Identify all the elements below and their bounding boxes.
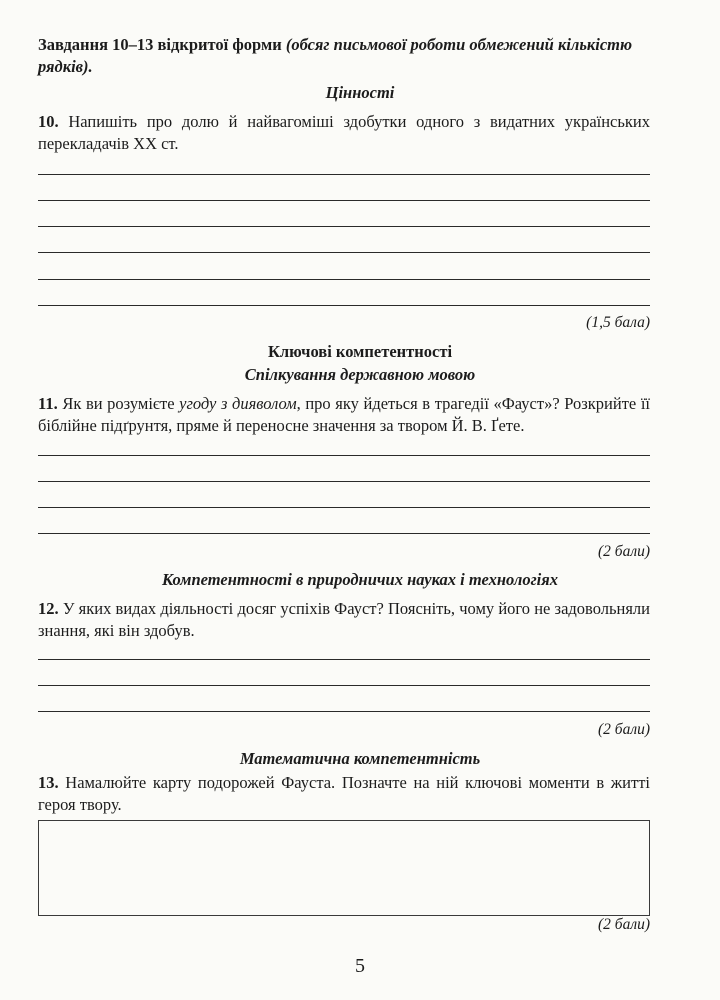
page-number: 5	[355, 955, 365, 977]
question-number: 10.	[38, 112, 59, 131]
question-text-end: , про яку йдеться в трагедії «Фауст»? Розкрийте її біблійне підґрунтя, пряме й переносне значення за твором Й. В. Ґете.	[38, 394, 651, 435]
question-13	[38, 772, 650, 816]
answer-line[interactable]	[38, 455, 650, 456]
instructions-italic: (обсяг письмової роботи обмежений кількістю рядків).	[38, 35, 633, 76]
section-communication-heading: Спілкування державною мовою	[244, 365, 476, 384]
question-12	[38, 598, 650, 642]
instructions-bold: Завдання 10–13 відкритої форми	[38, 35, 282, 54]
question-text: Намалюйте карту подорожей Фауста. Позначте на ній ключові моменти в житті героя твору.	[38, 773, 651, 814]
question-number: 11.	[38, 394, 58, 413]
question-text: У яких видах діяльності досяг успіхів Фауст? Поясніть, чому його не задовольняли знання, які він здобув.	[38, 599, 650, 640]
answer-line[interactable]	[38, 711, 650, 712]
question-number: 13.	[38, 773, 59, 792]
question-number: 12.	[38, 599, 59, 618]
question-text-start: Як ви розумієте	[62, 394, 180, 413]
task-instructions	[38, 34, 650, 78]
score-label: (2 бали)	[597, 543, 650, 560]
section-math-heading: Математична компетентність	[239, 749, 481, 768]
answer-line[interactable]	[38, 226, 650, 227]
answer-line[interactable]	[38, 174, 650, 175]
answer-line[interactable]	[38, 200, 650, 201]
question-11	[38, 393, 650, 437]
question-text-italic: угоду з дияволом	[179, 394, 297, 413]
answer-line[interactable]	[38, 481, 650, 482]
score-label: (1,5 бала)	[586, 314, 650, 331]
score-label: (2 бали)	[597, 916, 650, 933]
answer-line[interactable]	[38, 279, 650, 280]
section-values-heading: Цінності	[325, 83, 395, 102]
question-text: Напишіть про долю й найвагоміші здобутки одного з видатних українських перекладачів XX ст.	[38, 112, 650, 153]
answer-line[interactable]	[38, 252, 650, 253]
section-key-competencies-heading: Ключові компетентності	[267, 342, 453, 361]
answer-line[interactable]	[38, 305, 650, 306]
score-label: (2 бали)	[597, 721, 650, 738]
answer-line[interactable]	[38, 685, 650, 686]
question-10	[38, 111, 650, 155]
answer-line[interactable]	[38, 507, 650, 508]
answer-line[interactable]	[38, 659, 650, 660]
map-drawing-box[interactable]	[38, 820, 650, 916]
answer-line[interactable]	[38, 533, 650, 534]
section-science-heading: Компетентності в природничих науках і технологіях	[161, 570, 559, 589]
